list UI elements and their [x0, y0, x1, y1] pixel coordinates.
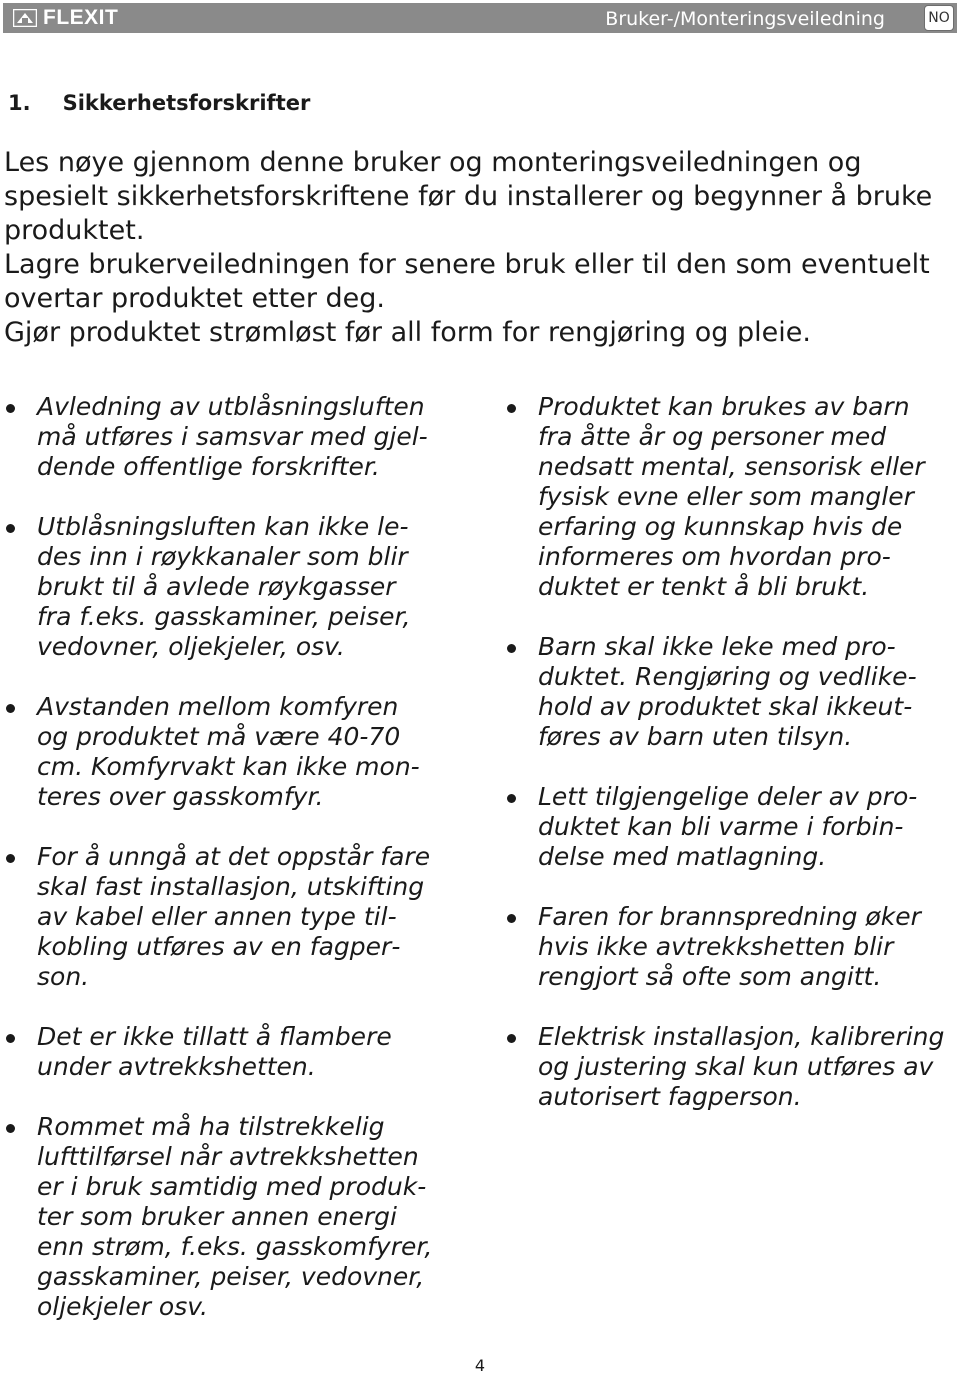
intro-paragraph: Les nøye gjennom denne bruker og monteringsveiledningen og spesielt sikkerhetsforskriftene før du installerer og begynner å bruke produktet.	[4, 147, 933, 246]
list-item	[505, 392, 950, 602]
bullet-icon	[507, 1034, 516, 1043]
list-item	[505, 902, 950, 992]
bullet-icon	[507, 644, 516, 653]
intro-paragraph: Lagre brukerveiledningen for senere bruk eller til den som eventuelt overtar produktet etter deg.	[4, 249, 930, 314]
list-item	[4, 1112, 434, 1322]
list-item-text: Utblåsningsluften kan ikke ledes inn i røykkanaler som blir brukt til å avlede røykgasser fra f.eks. gasskaminer, peiser, vedovner, oljekjeler, osv.	[37, 512, 411, 661]
brand-name: FLEXIT	[43, 6, 119, 29]
list-item-text: Rommet må ha tilstrekkelig lufttilførsel når avtrekkshetten er i bruk samtidig med produkter som bruker annen energi enn strøm, f.eks. gasskomfyrer, gasskaminer, peiser, vedovner, oljekjeler osv.	[37, 1112, 433, 1321]
left-bullet-list	[4, 392, 434, 1322]
section-number: 1.	[8, 91, 31, 115]
bullet-icon	[6, 704, 15, 713]
bullet-icon	[6, 1124, 15, 1133]
list-item	[4, 842, 434, 992]
bullet-icon	[6, 404, 15, 413]
flexit-logo-icon	[13, 9, 37, 27]
right-bullet-list	[505, 392, 950, 1142]
page-header	[3, 3, 957, 33]
list-item	[4, 1022, 434, 1082]
section-heading	[8, 88, 310, 118]
list-item	[505, 632, 950, 752]
bullet-icon	[507, 914, 516, 923]
bullet-icon	[6, 1034, 15, 1043]
list-item	[4, 392, 434, 482]
list-item	[505, 782, 950, 872]
bullet-icon	[507, 794, 516, 803]
page-number: 4	[474, 1356, 486, 1375]
list-item	[505, 1022, 950, 1112]
bullet-icon	[507, 404, 516, 413]
bullet-icon	[6, 524, 15, 533]
intro-paragraph: Gjør produktet strømløst før all form for rengjøring og pleie.	[4, 317, 811, 348]
list-item-text: Barn skal ikke leke med produktet. Rengjøring og vedlikehold av produktet skal ikkeutføres av barn uten tilsyn.	[538, 632, 917, 751]
brand-logo	[13, 6, 118, 30]
list-item-text: Avstanden mellom komfyren og produktet må være 40-70 cm. Komfyrvakt kan ikke monteres over gasskomfyr.	[37, 692, 420, 811]
section-title: Sikkerhetsforskrifter	[62, 91, 311, 115]
list-item-text: Avledning av utblåsningsluften må utføres i samsvar med gjeldende offentlige forskrifter.	[37, 392, 428, 481]
list-item-text: Faren for brannspredning øker hvis ikke avtrekkshetten blir rengjort så ofte som angitt.	[538, 902, 921, 991]
list-item-text: Det er ikke tillatt å flambere under avtrekkshetten.	[37, 1022, 392, 1081]
language-badge: NO	[924, 5, 954, 31]
document-title: Bruker-/Monteringsveiledning	[605, 8, 885, 30]
list-item-text: Produktet kan brukes av barn fra åtte år og personer med nedsatt mental, sensorisk eller fysisk evne eller som mangler erfaring og kunnskap hvis de informeres om hvordan produktet er tenkt å bli brukt.	[538, 392, 925, 601]
list-item	[4, 692, 434, 812]
list-item-text: Lett tilgjengelige deler av produktet kan bli varme i forbindelse med matlagning.	[538, 782, 918, 871]
bullet-icon	[6, 854, 15, 863]
list-item	[4, 512, 434, 662]
list-item-text: Elektrisk installasjon, kalibrering og justering skal kun utføres av autorisert fagperson.	[538, 1022, 945, 1111]
intro-text	[4, 146, 939, 350]
list-item-text: For å unngå at det oppstår fare skal fast installasjon, utskifting av kabel eller annen type tilkobling utføres av en fagperson.	[37, 842, 431, 991]
